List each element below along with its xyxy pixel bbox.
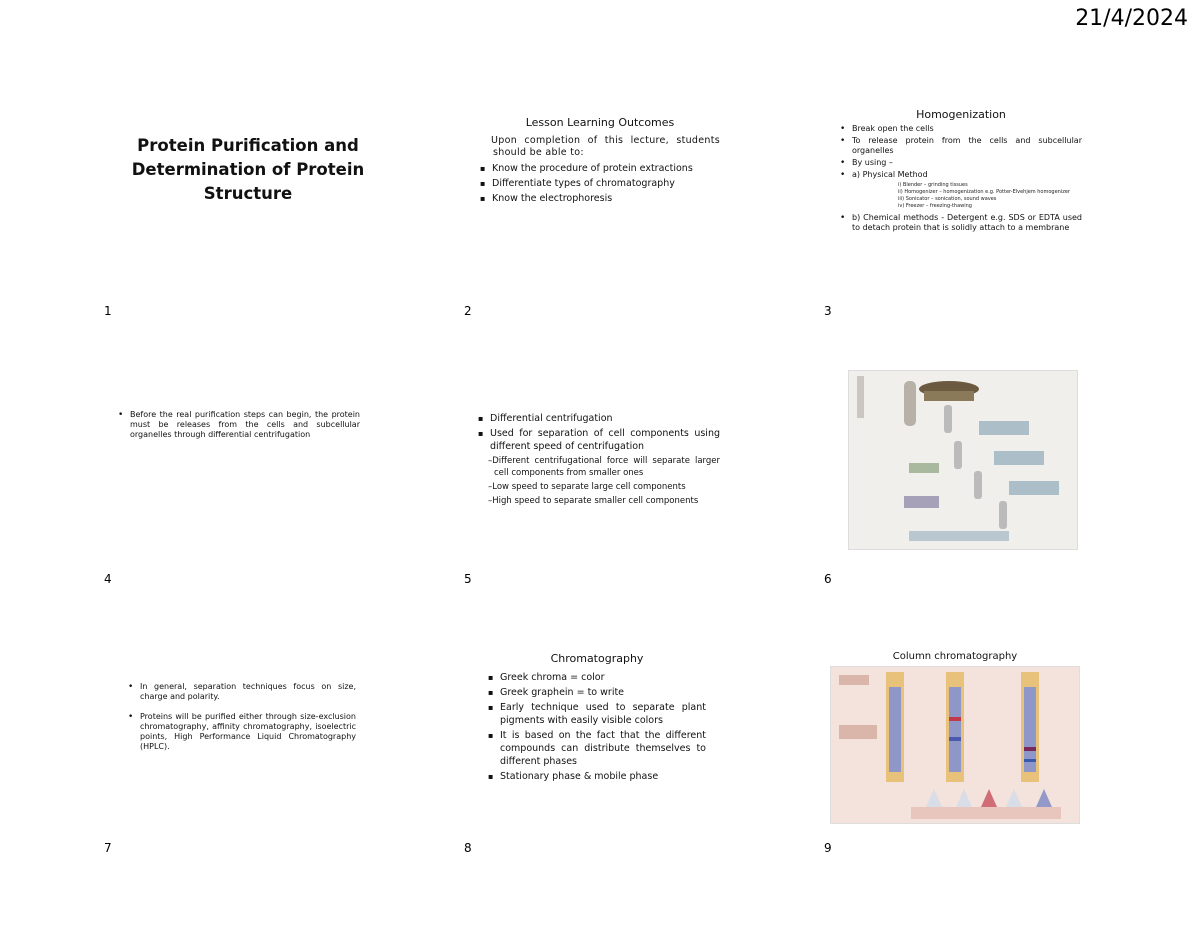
slide-number: 6 bbox=[824, 572, 832, 586]
slide-7 bbox=[128, 682, 356, 754]
list-item: –High speed to separate smaller cell components bbox=[488, 496, 699, 506]
slide-title: Chromatography bbox=[550, 652, 644, 665]
list-item: –Different centrifugational force will separate larger cell components from smaller ones bbox=[488, 456, 720, 478]
slide-title: Homogenization bbox=[916, 108, 1006, 121]
slide-5 bbox=[478, 412, 720, 509]
slide-4 bbox=[118, 410, 360, 442]
slide-number: 1 bbox=[104, 304, 112, 318]
slide-number: 4 bbox=[104, 572, 112, 586]
sub-item: iii) Sonicator – sonication, sound waves bbox=[898, 196, 997, 202]
list-item: ▪ Greek chroma = color bbox=[488, 671, 706, 684]
slide-title: Column chromatography bbox=[892, 651, 1018, 662]
list-item: • To release protein from the cells and subcellular organelles bbox=[840, 136, 1082, 156]
slide-number: 8 bbox=[464, 841, 472, 855]
page-date: 21/4/2024 bbox=[1075, 6, 1188, 31]
slide-number: 7 bbox=[104, 841, 112, 855]
slide-2 bbox=[480, 116, 720, 207]
slide-number: 2 bbox=[464, 304, 472, 318]
list-item: • Before the real purification steps can begin, the protein must be releases from the cells and subcellular organelles through differential centrifugation bbox=[118, 410, 360, 440]
centrifugation-diagram-image bbox=[848, 370, 1078, 550]
slide-title: Lesson Learning Outcomes bbox=[525, 116, 675, 129]
slide-1 bbox=[123, 134, 373, 206]
list-item: • In general, separation techniques focus on size, charge and polarity. bbox=[128, 682, 356, 702]
slide-title: Protein Purification and Determination of Protein Structure bbox=[131, 136, 365, 203]
list-item: ▪ Used for separation of cell components using different speed of centrifugation bbox=[478, 427, 720, 453]
list-item: ▪ Differential centrifugation bbox=[478, 412, 720, 425]
list-item: ▪ It is based on the fact that the different compounds can distribute themselves to different phases bbox=[488, 729, 706, 768]
intro-text: Upon completion of this lecture, students should be able to: bbox=[491, 135, 720, 158]
slide-number: 5 bbox=[464, 572, 472, 586]
list-item: ▪ Stationary phase & mobile phase bbox=[488, 770, 706, 783]
slide-3 bbox=[840, 108, 1082, 235]
list-item: ▪ Greek graphein = to write bbox=[488, 686, 706, 699]
sub-item: ii) Homogenizer – homogenization e.g. Potter-Elvehjem homogenizer bbox=[898, 189, 1070, 195]
slide-number: 3 bbox=[824, 304, 832, 318]
list-item: • Break open the cells bbox=[840, 124, 1082, 134]
list-item: • Proteins will be purified either through size-exclusion chromatography, affinity chromatography, isoelectric points, High Performance Liquid Chromatography (HPLC). bbox=[128, 712, 356, 752]
list-item: –Low speed to separate large cell components bbox=[488, 482, 686, 492]
sub-item: iv) Freezer – freezing-thawing bbox=[898, 203, 972, 209]
list-item: • By using – bbox=[840, 158, 1082, 168]
sub-item: i) Blender – grinding tissues bbox=[898, 182, 968, 188]
list-item: • b) Chemical methods - Detergent e.g. SDS or EDTA used to detach protein that is solidly attach to a membrane bbox=[840, 213, 1082, 233]
list-item: ▪ Differentiate types of chromatography bbox=[480, 177, 720, 190]
list-item: • a) Physical Method bbox=[840, 170, 1082, 180]
list-item: ▪ Know the electrophoresis bbox=[480, 192, 720, 205]
slide-8 bbox=[488, 652, 706, 785]
column-chromatography-image bbox=[830, 666, 1080, 824]
slide-number: 9 bbox=[824, 841, 832, 855]
list-item: ▪ Know the procedure of protein extractions bbox=[480, 162, 720, 175]
list-item: ▪ Early technique used to separate plant pigments with easily visible colors bbox=[488, 701, 706, 727]
